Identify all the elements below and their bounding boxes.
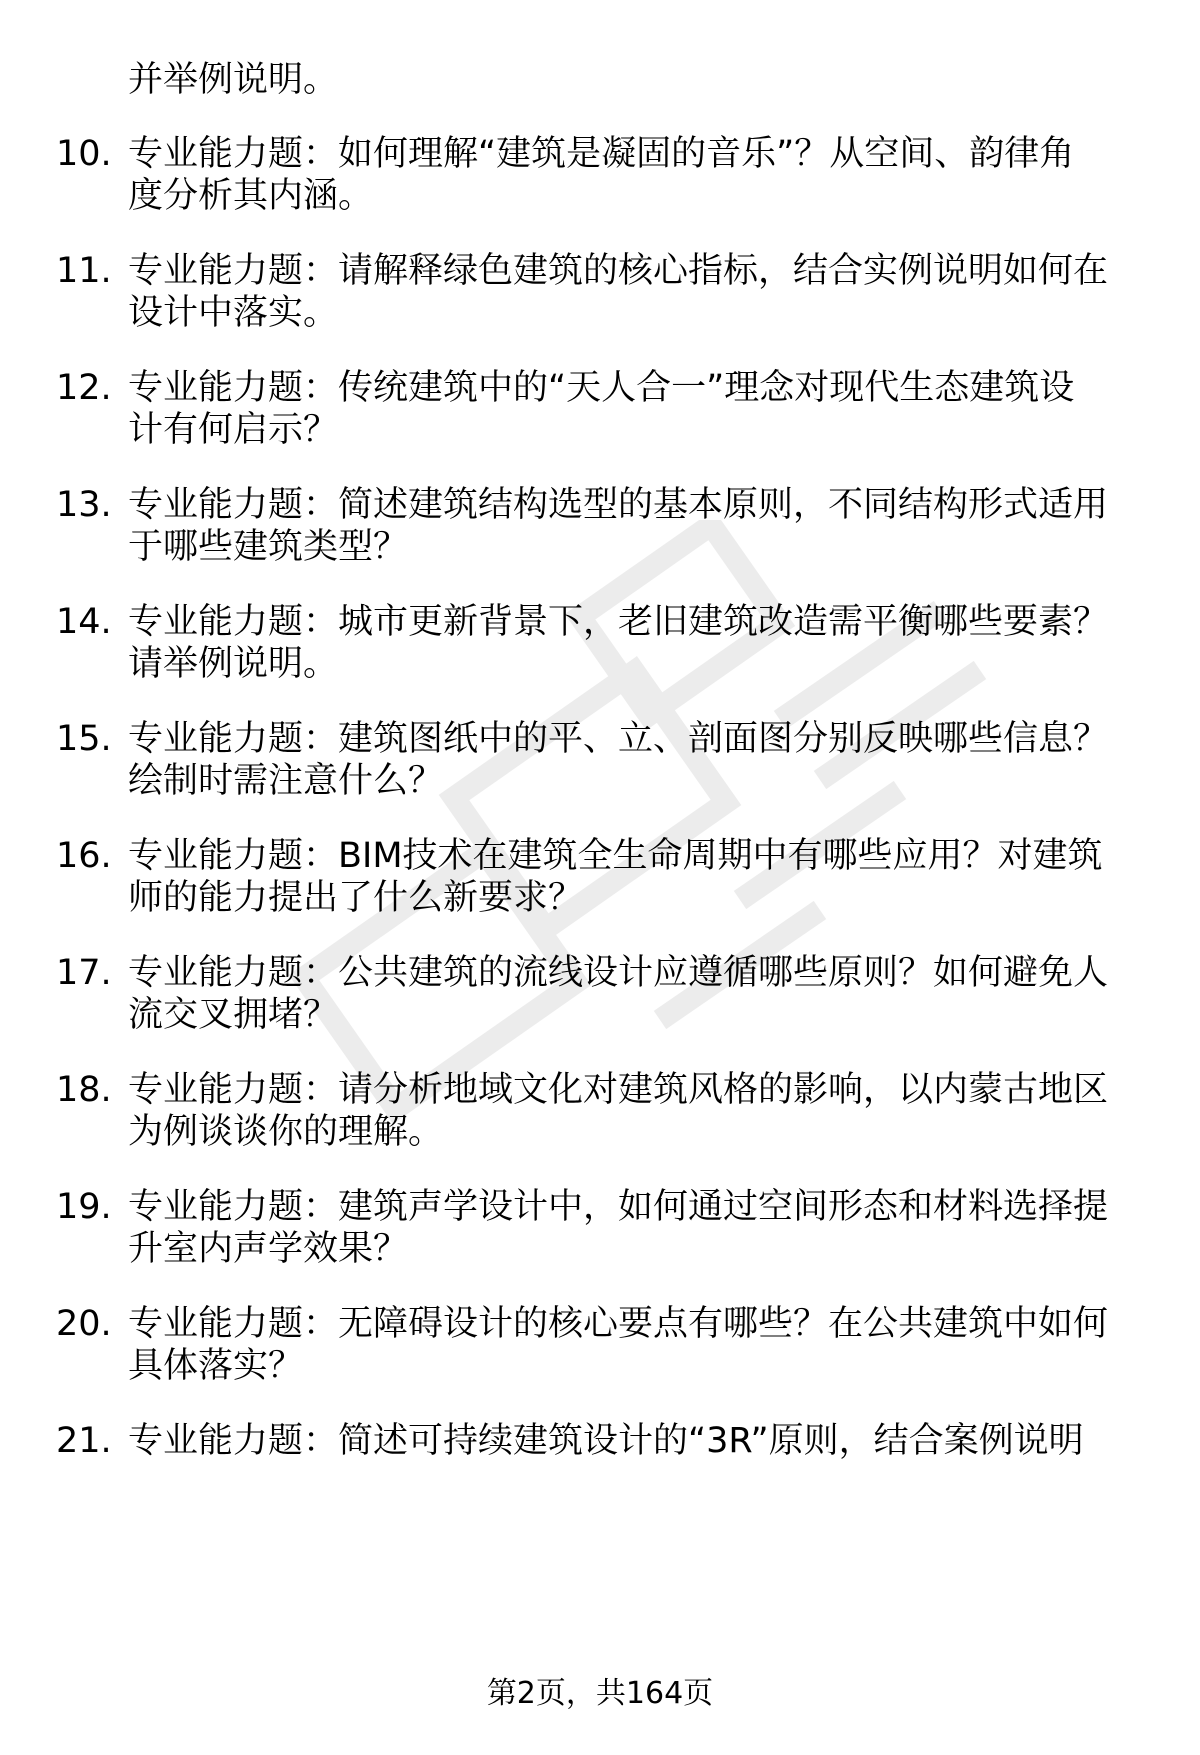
item-number: 17. [56,953,112,993]
item-line: 设计中落实。 [128,293,339,333]
item-number: 19. [56,1187,112,1227]
item-line: 专业能力题：城市更新背景下，老旧建筑改造需平衡哪些要素？ [128,602,1109,642]
item-number: 14. [56,602,112,642]
item-line: 专业能力题：BIM技术在建筑全生命周期中有哪些应用？对建筑 [128,836,1103,876]
item-number: 20. [56,1304,112,1344]
item-line: 专业能力题：建筑声学设计中，如何通过空间形态和材料选择提 [128,1187,1109,1227]
item-line: 专业能力题：请解释绿色建筑的核心指标，结合实例说明如何在 [128,251,1109,291]
item-number: 12. [56,368,112,408]
item-line: 专业能力题：简述可持续建筑设计的“3R”原则，结合案例说明 [128,1421,1084,1461]
item-line: 专业能力题：无障碍设计的核心要点有哪些？在公共建筑中如何 [128,1304,1109,1344]
item-number: 18. [56,1070,112,1110]
item-line: 专业能力题：简述建筑结构选型的基本原则，不同结构形式适用 [128,485,1109,525]
item-line: 于哪些建筑类型？ [128,527,409,567]
item-line: 专业能力题：建筑图纸中的平、立、剖面图分别反映哪些信息？ [128,719,1109,759]
item-number: 15. [56,719,112,759]
item-line: 计有何启示？ [128,410,339,450]
item-line: 流交叉拥堵？ [128,995,339,1035]
item-line: 请举例说明。 [128,644,339,684]
item-number: 13. [56,485,112,525]
item-line: 度分析其内涵。 [128,176,374,216]
item-line: 绘制时需注意什么？ [128,761,444,801]
item-number: 21. [56,1421,112,1461]
item-line: 师的能力提出了什么新要求？ [128,878,584,918]
item-line: 专业能力题：传统建筑中的“天人合一”理念对现代生态建筑设 [128,368,1075,408]
page-footer: 第2页，共164页 [486,1676,714,1711]
continuation-line: 并举例说明。 [128,60,339,100]
item-line: 升室内声学效果？ [128,1229,409,1269]
item-number: 16. [56,836,112,876]
item-line: 专业能力题：如何理解“建筑是凝固的音乐”？从空间、韵律角 [128,134,1075,174]
item-line: 具体落实？ [128,1346,304,1386]
item-line: 专业能力题：公共建筑的流线设计应遵循哪些原则？如何避免人 [128,953,1109,993]
item-line: 为例谈谈你的理解。 [128,1112,444,1152]
item-line: 专业能力题：请分析地域文化对建筑风格的影响，以内蒙古地区 [128,1070,1109,1110]
item-number: 11. [56,251,112,291]
item-number: 10. [56,134,112,174]
